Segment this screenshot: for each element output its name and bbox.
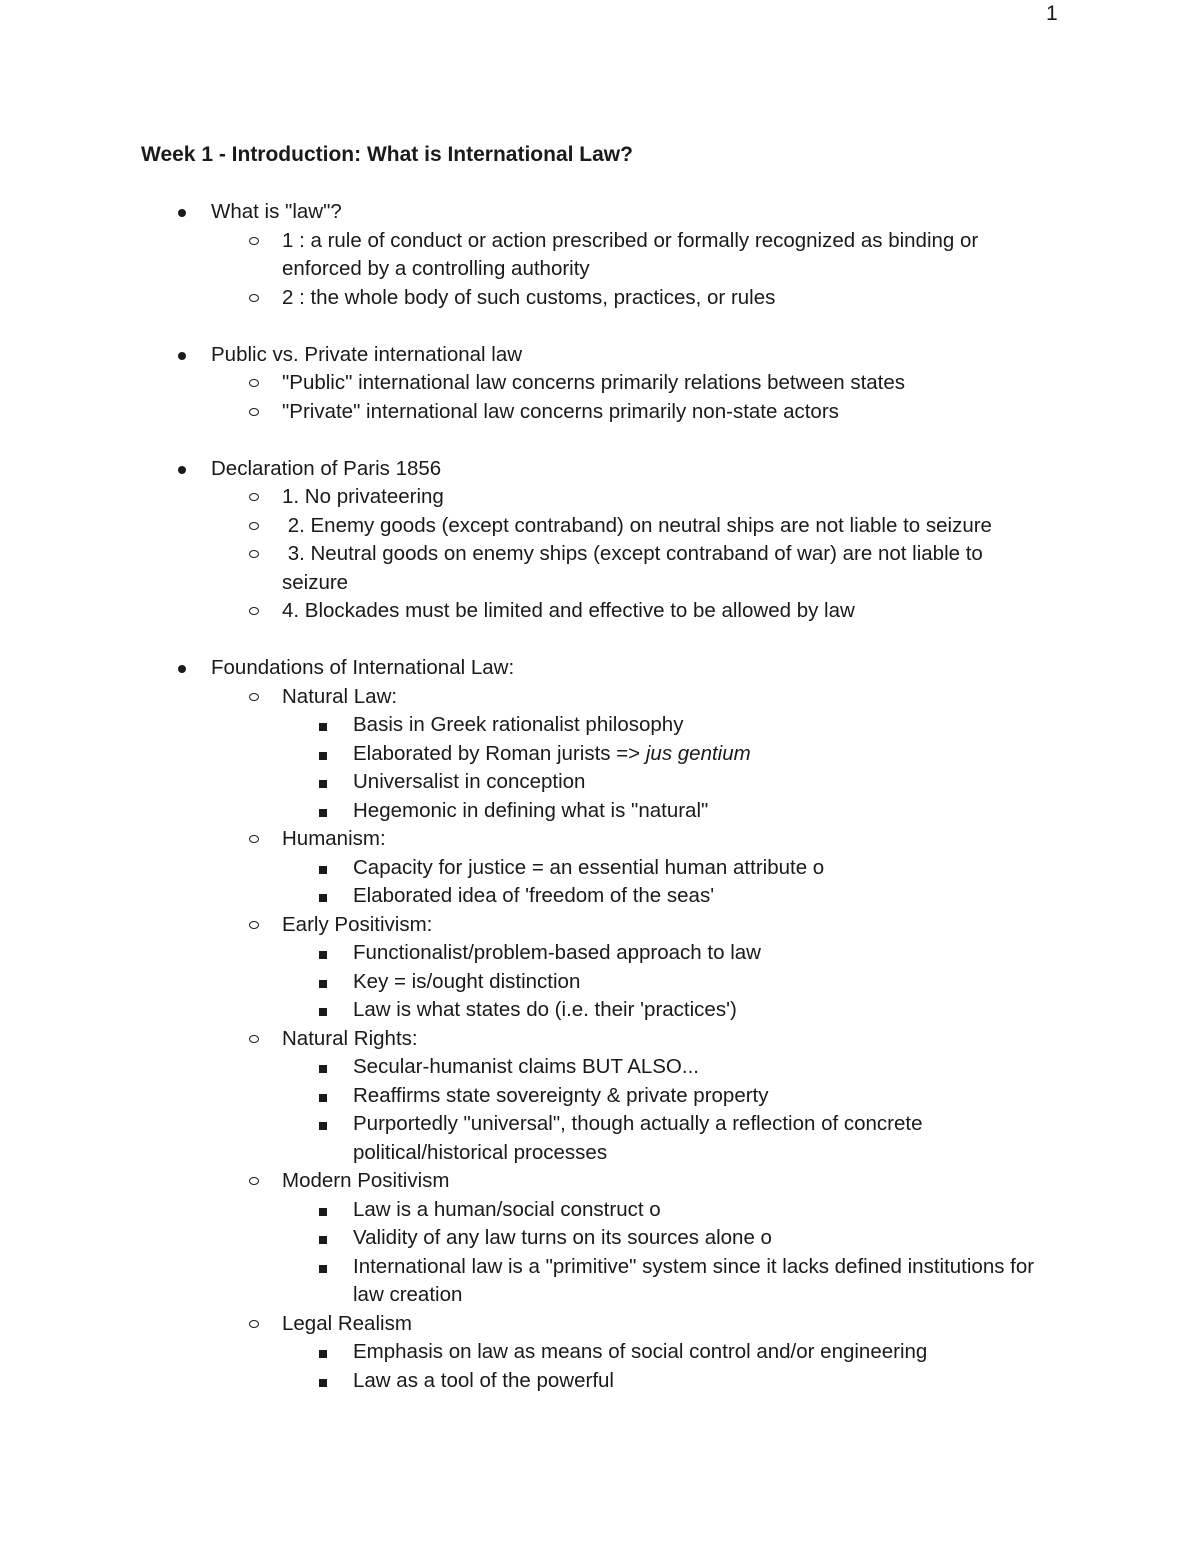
sub-list xyxy=(0,683,1200,1396)
list-item xyxy=(0,882,1043,911)
list-item xyxy=(0,540,1042,597)
page-number: 1 xyxy=(1046,2,1058,25)
list-item-text: 1 : a rule of conduct or action prescribed or formally recognized as binding or enforced by a controlling authority xyxy=(282,227,1042,284)
italic-term: jus gentium xyxy=(645,741,751,765)
subsection-label: Early Positivism: xyxy=(282,911,1042,940)
list-item-text: 3. Neutral goods on enemy ships (except contraband of war) are not liable to seizure xyxy=(282,540,1042,597)
list-item xyxy=(0,1224,1043,1253)
list-item-text: Reaffirms state sovereignty & private property xyxy=(353,1082,1043,1111)
page-title: Week 1 - Introduction: What is International Law? xyxy=(141,143,633,166)
sub-list xyxy=(0,369,1200,426)
list-item-modern-positivism xyxy=(0,1167,1042,1310)
list-item-text-with-italic xyxy=(353,740,1043,769)
sub-list xyxy=(0,227,1200,313)
section-heading: Foundations of International Law: xyxy=(211,654,1200,683)
list-item-text: "Private" international law concerns primarily non-state actors xyxy=(282,398,1042,427)
list-item xyxy=(0,597,1042,626)
list-item-text: 1. No privateering xyxy=(282,483,1042,512)
subsection-label: Modern Positivism xyxy=(282,1167,1042,1196)
list-item xyxy=(0,854,1043,883)
list-item-text: Law as a tool of the powerful xyxy=(353,1367,1043,1396)
list-item xyxy=(0,398,1042,427)
subsection-label: Natural Rights: xyxy=(282,1025,1042,1054)
list-item-text: Universalist in conception xyxy=(353,768,1043,797)
sub-sub-list xyxy=(0,1338,1042,1395)
list-item xyxy=(0,711,1043,740)
list-item-legal-realism xyxy=(0,1310,1042,1396)
sub-sub-list xyxy=(0,854,1042,911)
list-item xyxy=(0,768,1043,797)
sub-sub-list xyxy=(0,1196,1042,1310)
list-item-text: Functionalist/problem-based approach to law xyxy=(353,939,1043,968)
list-item-text: Validity of any law turns on its sources alone o xyxy=(353,1224,1043,1253)
list-item-text: Capacity for justice = an essential human attribute o xyxy=(353,854,1043,883)
list-item-text: International law is a "primitive" system since it lacks defined institutions for law creation xyxy=(353,1253,1043,1310)
list-item-text: Key = is/ought distinction xyxy=(353,968,1043,997)
list-item xyxy=(0,996,1043,1025)
sub-sub-list xyxy=(0,711,1042,825)
list-item xyxy=(0,1110,1043,1167)
list-item xyxy=(0,1253,1043,1310)
list-item xyxy=(0,968,1043,997)
list-item xyxy=(0,740,1043,769)
list-item-public-vs-private xyxy=(0,341,1200,427)
list-item-declaration-of-paris xyxy=(0,455,1200,626)
top-level-list xyxy=(0,198,1200,1395)
list-item xyxy=(0,369,1042,398)
list-item-text: 2. Enemy goods (except contraband) on neutral ships are not liable to seizure xyxy=(282,512,1042,541)
list-item-text: Law is what states do (i.e. their 'practices') xyxy=(353,996,1043,1025)
list-item xyxy=(0,512,1042,541)
sub-sub-list xyxy=(0,939,1042,1025)
list-item xyxy=(0,939,1043,968)
list-item-text: "Public" international law concerns primarily relations between states xyxy=(282,369,1042,398)
list-item-text: Purportedly "universal", though actually a reflection of concrete political/historical processes xyxy=(353,1110,1043,1167)
list-item-text: 4. Blockades must be limited and effective to be allowed by law xyxy=(282,597,1042,626)
list-item-natural-rights xyxy=(0,1025,1042,1168)
notes-outline xyxy=(0,198,1200,1424)
subsection-label: Legal Realism xyxy=(282,1310,1042,1339)
subsection-label: Humanism: xyxy=(282,825,1042,854)
list-item-early-positivism xyxy=(0,911,1042,1025)
list-item xyxy=(0,1367,1043,1396)
sub-list xyxy=(0,483,1200,626)
list-item-text: 2 : the whole body of such customs, practices, or rules xyxy=(282,284,1042,313)
list-item-text: Emphasis on law as means of social control and/or engineering xyxy=(353,1338,1043,1367)
list-item-text: Elaborated by Roman jurists => xyxy=(353,741,646,765)
list-item xyxy=(0,797,1043,826)
list-item-text: Secular-humanist claims BUT ALSO... xyxy=(353,1053,1043,1082)
list-item-what-is-law xyxy=(0,198,1200,312)
list-item-humanism xyxy=(0,825,1042,911)
list-item-text: Basis in Greek rationalist philosophy xyxy=(353,711,1043,740)
section-heading: Declaration of Paris 1856 xyxy=(211,455,1200,484)
list-item xyxy=(0,227,1042,284)
list-item xyxy=(0,284,1042,313)
list-item-natural-law xyxy=(0,683,1042,826)
list-item-text: Law is a human/social construct o xyxy=(353,1196,1043,1225)
list-item xyxy=(0,1053,1043,1082)
sub-sub-list xyxy=(0,1053,1042,1167)
section-heading: What is "law"? xyxy=(211,198,1200,227)
list-item xyxy=(0,1338,1043,1367)
list-item xyxy=(0,483,1042,512)
list-item-foundations xyxy=(0,654,1200,1395)
list-item-text: Hegemonic in defining what is "natural" xyxy=(353,797,1043,826)
section-heading: Public vs. Private international law xyxy=(211,341,1200,370)
list-item xyxy=(0,1082,1043,1111)
list-item xyxy=(0,1196,1043,1225)
list-item-text: Elaborated idea of 'freedom of the seas' xyxy=(353,882,1043,911)
subsection-label: Natural Law: xyxy=(282,683,1042,712)
